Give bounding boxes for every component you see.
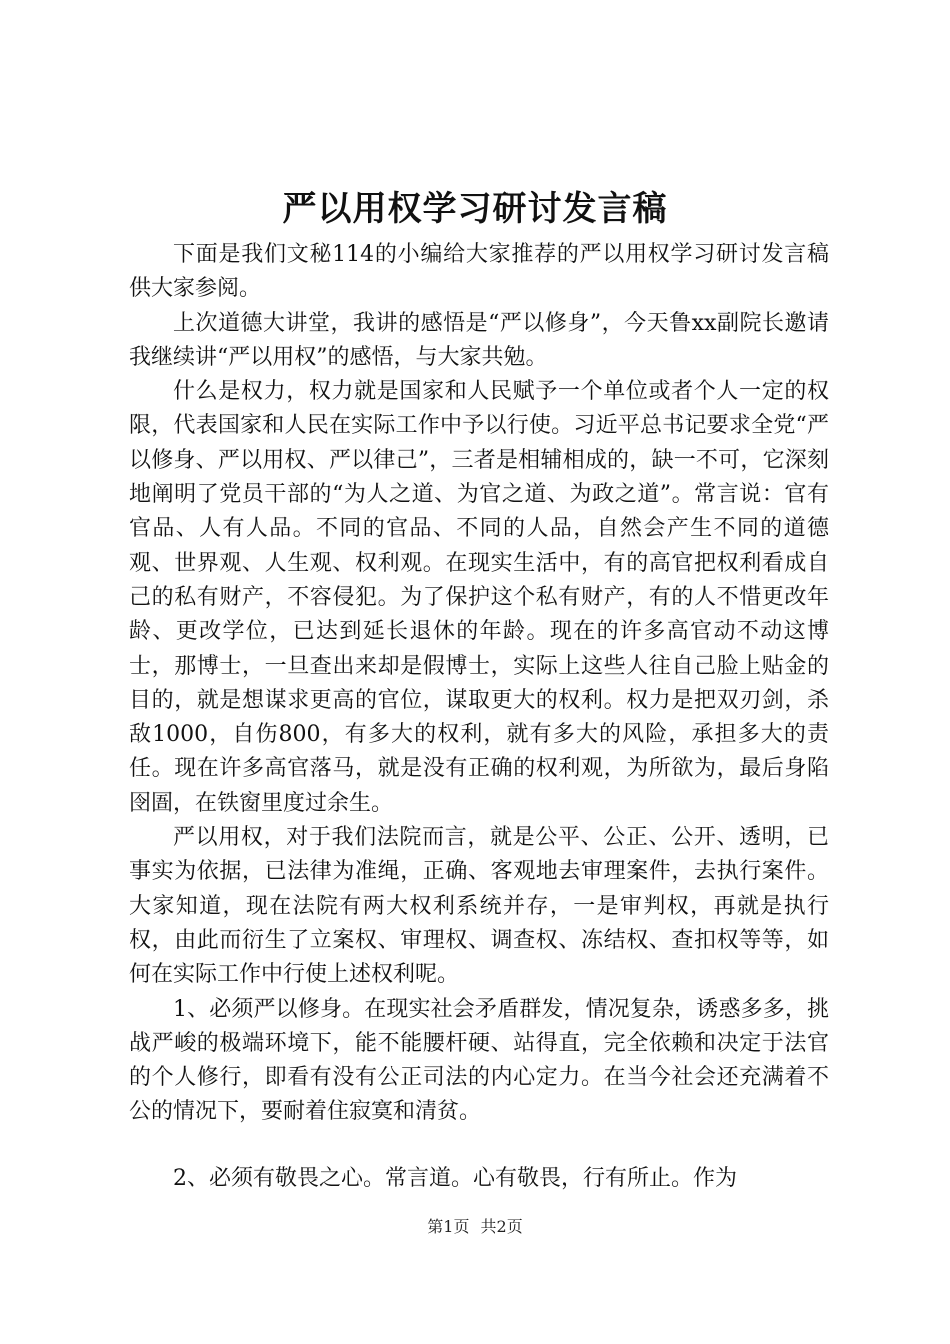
page-footer	[0, 1216, 950, 1238]
paragraph-what-is-power: 什么是权力，权力就是国家和人民赋予一个单位或者个人一定的权限，代表国家和人民在实际工作中予以行使。习近平总书记要求全党“严以修身、严以用权、严以律己”，三者是相辅相成的，缺一不可，它深刻地阐明了党员干部的“为人之道、为官之道、为政之道”。常言说：官有官品、人有人品。不同的官品、不同的人品，自然会产生不同的道德观、世界观、人生观、权利观。在现实生活中，有的高官把权利看成自己的私有财产，不容侵犯。为了保护这个私有财产，有的人不惜更改年龄、更改学位，已达到延长退休的年龄。现在的许多高官动不动这博士，那博士，一旦查出来却是假博士，实际上这些人往自己脸上贴金的目的，就是想谋求更高的官位，谋取更大的权利。权力是把双刃剑，杀敌1000，自伤800，有多大的权利，就有多大的风险，承担多大的责任。现在许多高官落马，就是没有正确的权利观，为所欲为，最后身陷囹圄，在铁窗里度过余生。	[129, 379, 829, 816]
paragraph-lecture: 上次道德大讲堂，我讲的感悟是“严以修身”，今天鲁xx副院长邀请我继续讲“严以用权”的感悟，与大家共勉。	[129, 310, 829, 370]
page-number: 第1页	[427, 1217, 470, 1236]
document-body	[129, 238, 829, 1196]
paragraph-point-1: 1、必须严以修身。在现实社会矛盾群发，情况复杂，诱惑多多，挑战严峻的极端环境下，能不能腰杆硬、站得直，完全依赖和决定于法官的个人修行，即看有没有公正司法的内心定力。在当今社会还充满着不公的情况下，要耐着住寂寞和清贫。	[129, 996, 829, 1125]
document-title: 严以用权学习研讨发言稿	[282, 189, 668, 229]
paragraph-court-power: 严以用权，对于我们法院而言，就是公平、公正、公开、透明，已事实为依据，已法律为准绳，正确、客观地去审理案件，去执行案件。大家知道，现在法院有两大权利系统并存，一是审判权，再就是执行权，由此而衍生了立案权、审理权、调查权、冻结权、查扣权等等，如何在实际工作中行使上述权利呢。	[129, 825, 829, 988]
paragraph-point-2: 2、必须有敬畏之心。常言道。心有敬畏，行有所止。作为	[173, 1165, 737, 1191]
paragraph-intro: 下面是我们文秘114的小编给大家推荐的严以用权学习研讨发言稿供大家参阅。	[129, 242, 829, 302]
page-total: 共2页	[480, 1217, 523, 1236]
